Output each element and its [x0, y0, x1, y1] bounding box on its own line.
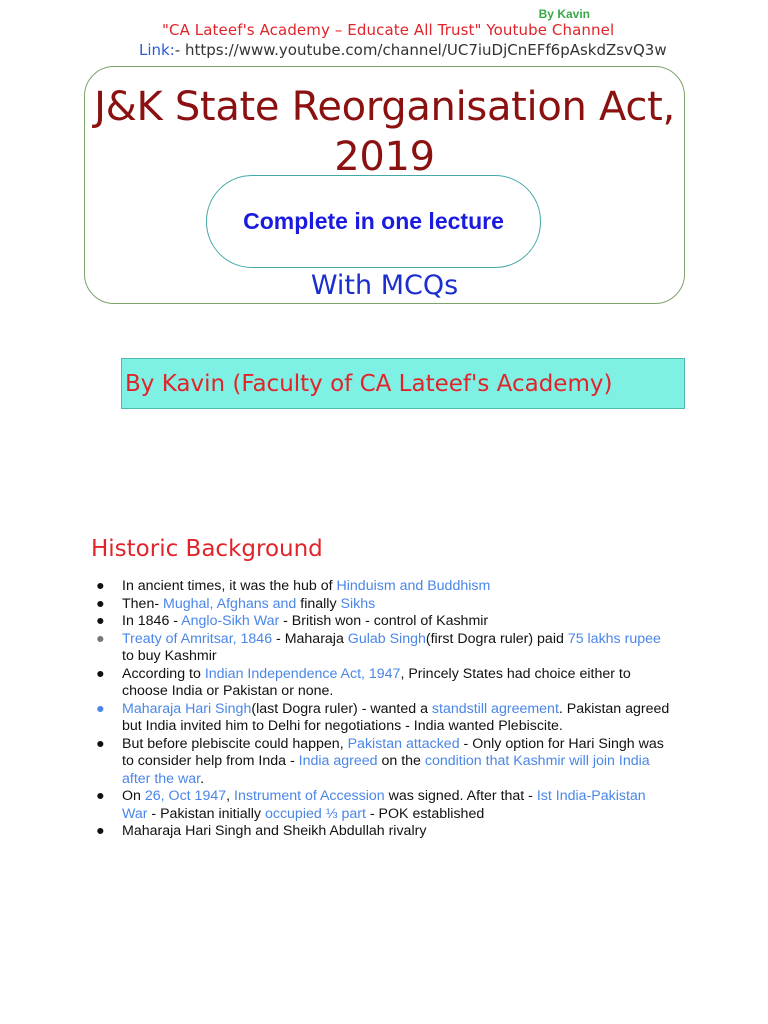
bullet-text: to buy Kashmir [122, 648, 217, 664]
bullet-text: - Only option for Hari Singh was [459, 735, 664, 752]
bullet-dot-icon: ● [96, 630, 105, 647]
bullet-text: According to [122, 665, 205, 682]
bullet-text: , [226, 788, 235, 804]
author-text: By Kavin (Faculty of CA Lateef's Academy) [125, 370, 613, 397]
channel-link-line [139, 41, 667, 59]
highlighted-text: Ist India-Pakistan [536, 788, 646, 804]
bullet-text: In 1846 - [122, 613, 182, 629]
bullet-dot-icon: ● [96, 613, 105, 629]
bullet-text: - Pakistan initially [147, 805, 265, 822]
bullet-dot-icon: ● [96, 735, 105, 752]
highlighted-text: 75 lakhs rupee [567, 630, 661, 647]
highlighted-text: Treaty of Amritsar, 1846 [122, 630, 273, 647]
highlighted-text: condition that Kashmir will join India [424, 753, 650, 769]
bullet-text: choose India or Pakistan or none. [122, 683, 334, 699]
bullet-item [96, 666, 716, 701]
bullet-item [96, 736, 716, 789]
highlighted-text: India agreed [298, 753, 378, 769]
link-label: Link: [139, 41, 175, 59]
bullet-dot-icon: ● [96, 578, 105, 594]
highlighted-text: occupied ⅓ part [264, 805, 366, 822]
bullet-dot-icon: ● [96, 665, 105, 682]
bullet-text: finally [296, 595, 341, 612]
bullet-text: Then- [122, 595, 164, 612]
subtitle-mcqs: With MCQs [310, 270, 459, 301]
bullet-text: on the [377, 753, 425, 769]
highlighted-text: after the war [122, 770, 201, 787]
bullet-item [96, 578, 716, 596]
highlighted-text: Gulab Singh [347, 630, 426, 647]
highlighted-text: standstill agreement [431, 700, 559, 717]
bullet-text: but India invited him to Delhi for negotiations - India wanted Plebiscite. [122, 718, 563, 734]
bullet-dot-icon: ● [96, 823, 105, 839]
highlighted-text: War [122, 805, 148, 822]
bullet-dot-icon: ● [96, 700, 105, 717]
bullet-dot-icon: ● [96, 595, 105, 612]
channel-url[interactable]: - https://www.youtube.com/channel/UC7iuDjCnEFf6pAskdZsvQ3w [174, 41, 667, 59]
bullet-text: In ancient times, it was the hub of [122, 578, 337, 594]
bullet-text: (first Dogra ruler) paid [425, 630, 568, 647]
lecture-pill [206, 175, 541, 268]
bullet-text: But before plebiscite could happen, [122, 735, 348, 752]
document-title [84, 82, 685, 182]
byline: By Kavin [538, 7, 590, 21]
bullet-dot-icon: ● [96, 788, 105, 804]
bullet-text: - British won - control of Kashmir [279, 613, 489, 629]
highlighted-text: Maharaja Hari Singh [122, 700, 252, 717]
bullet-text: Maharaja Hari Singh and Sheikh Abdullah rivalry [122, 823, 427, 839]
bullet-text: . [200, 770, 205, 787]
highlighted-text: Pakistan attacked [347, 735, 460, 752]
pill-text: Complete in one lecture [243, 208, 504, 234]
bullet-text: . Pakistan agreed [558, 700, 670, 717]
author-banner [121, 358, 685, 409]
bullet-item [96, 613, 716, 631]
bullet-text: to consider help from Inda - [122, 753, 299, 769]
bullet-text: was signed. After that - [384, 788, 537, 804]
highlighted-text: Instrument of Accession [234, 788, 385, 804]
bullet-text: , Princely States had choice either to [400, 665, 631, 682]
section-title: Historic Background [91, 536, 323, 562]
highlighted-text: Hinduism and Buddhism [336, 578, 491, 594]
channel-name: "CA Lateef's Academy – Educate All Trust" Youtube Channel [162, 21, 615, 39]
title-line-2: 2019 [334, 134, 435, 180]
bullet-text: - Maharaja [272, 630, 348, 647]
bullet-item [96, 631, 716, 666]
bullet-item [96, 788, 716, 823]
bullet-item [96, 701, 716, 736]
bullet-item [96, 596, 716, 614]
bullet-text: (last Dogra ruler) - wanted a [251, 700, 432, 717]
highlighted-text: Sikhs [340, 595, 376, 612]
bullet-item [96, 823, 716, 841]
highlighted-text: Anglo-Sikh War [181, 613, 280, 629]
bullet-text: On [122, 788, 145, 804]
highlighted-text: Indian Independence Act, 1947 [204, 665, 401, 682]
highlighted-text: 26, Oct 1947 [144, 788, 227, 804]
highlighted-text: Mughal, Afghans and [163, 595, 297, 612]
history-bullet-list [96, 578, 716, 841]
title-line-1: J&K State Reorganisation Act, [94, 84, 675, 130]
bullet-text: - POK established [365, 805, 485, 822]
